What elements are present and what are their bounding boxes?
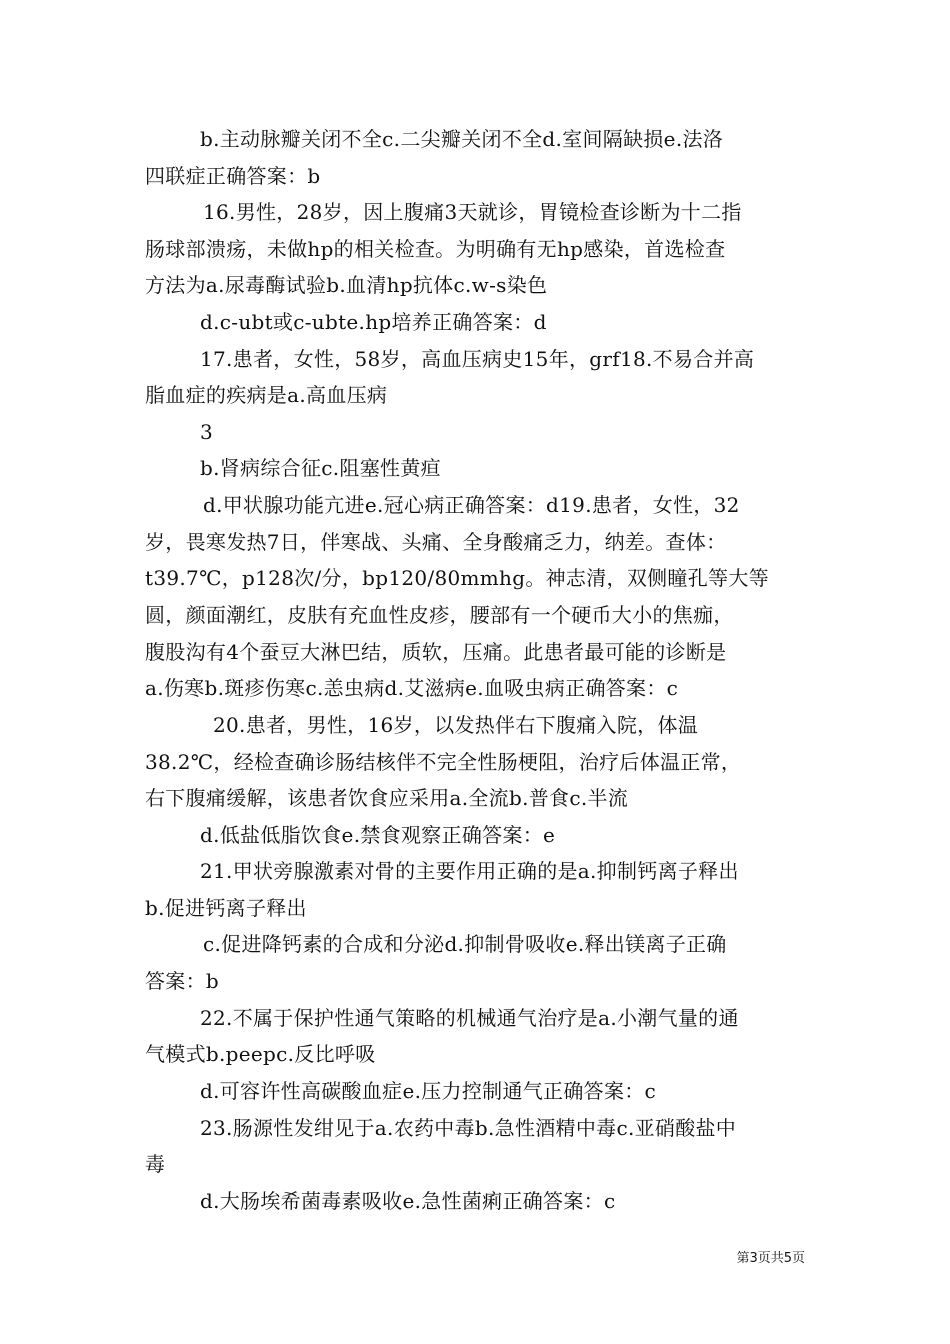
text-line: d.c-ubt或c-ubte.hp培养正确答案：d (200, 310, 547, 334)
text-line: 肠球部溃疡，未做hp的相关检查。为明确有无hp感染，首选检查 (145, 237, 726, 261)
text-line: t39.7℃，p128次/分，bp120/80mmhg。神志清，双侧瞳孔等大等 (145, 566, 769, 590)
text-line: 腹股沟有4个蚕豆大淋巴结，质软，压痛。此患者最可能的诊断是 (145, 640, 727, 664)
text-line: 23.肠源性发绀见于a.农药中毒b.急性酒精中毒c.亚硝酸盐中 (200, 1116, 737, 1140)
text-line: 16.男性，28岁，因上腹痛3天就诊，胃镜检查诊断为十二指 (203, 200, 742, 224)
text-line: 21.甲状旁腺激素对骨的主要作用正确的是a.抑制钙离子释出 (200, 859, 739, 883)
text-line: d.可容许性高碳酸血症e.压力控制通气正确答案：c (200, 1079, 657, 1103)
text-line: d.低盐低脂饮食e.禁食观察正确答案：e (200, 823, 556, 847)
text-line: d.甲状腺功能亢进e.冠心病正确答案：d19.患者，女性，32 (203, 493, 740, 517)
text-line: 岁，畏寒发热7日，伴寒战、头痛、全身酸痛乏力，纳差。查体： (145, 530, 727, 554)
text-line: 22.不属于保护性通气策略的机械通气治疗是a.小潮气量的通 (200, 1006, 739, 1030)
text-line: 17.患者，女性，58岁，高血压病史15年，grf18.不易合并高 (200, 347, 755, 371)
text-line: d.大肠埃希菌毒素吸收e.急性菌痢正确答案：c (200, 1189, 616, 1213)
text-line: c.促进降钙素的合成和分泌d.抑制骨吸收e.释出镁离子正确 (203, 932, 727, 956)
text-line: b.肾病综合征c.阻塞性黄疸 (200, 456, 441, 480)
text-line: a.伤寒b.斑疹伤寒c.恙虫病d.艾滋病e.血吸虫病正确答案：c (145, 676, 679, 700)
text-line: 答案：b (145, 969, 220, 993)
text-line: b.促进钙离子释出 (145, 896, 307, 920)
text-line: 脂血症的疾病是a.高血压病 (145, 383, 388, 407)
page-indicator: 第3页共5页 (736, 1251, 805, 1266)
text-line: 20.患者，男性，16岁，以发热伴右下腹痛入院，体温 (213, 713, 699, 737)
text-line: 毒 (145, 1152, 166, 1176)
text-line: 右下腹痛缓解，该患者饮食应采用a.全流b.普食c.半流 (145, 786, 629, 810)
text-line: 气模式b.peepc.反比呼吸 (145, 1042, 376, 1066)
text-line: 方法为a.尿毒酶试验b.血清hp抗体c.w-s染色 (145, 273, 548, 297)
text-line: 圆，颜面潮红，皮肤有充血性皮疹，腰部有一个硬币大小的焦痂， (145, 603, 734, 627)
text-line: b.主动脉瓣关闭不全c.二尖瓣关闭不全d.室间隔缺损e.法洛 (200, 127, 724, 151)
text-line: 38.2℃，经检查确诊肠结核伴不完全性肠梗阻，治疗后体温正常， (145, 750, 742, 774)
text-line: 四联症正确答案：b (145, 164, 321, 188)
page-number-marker: 3 (200, 420, 214, 444)
